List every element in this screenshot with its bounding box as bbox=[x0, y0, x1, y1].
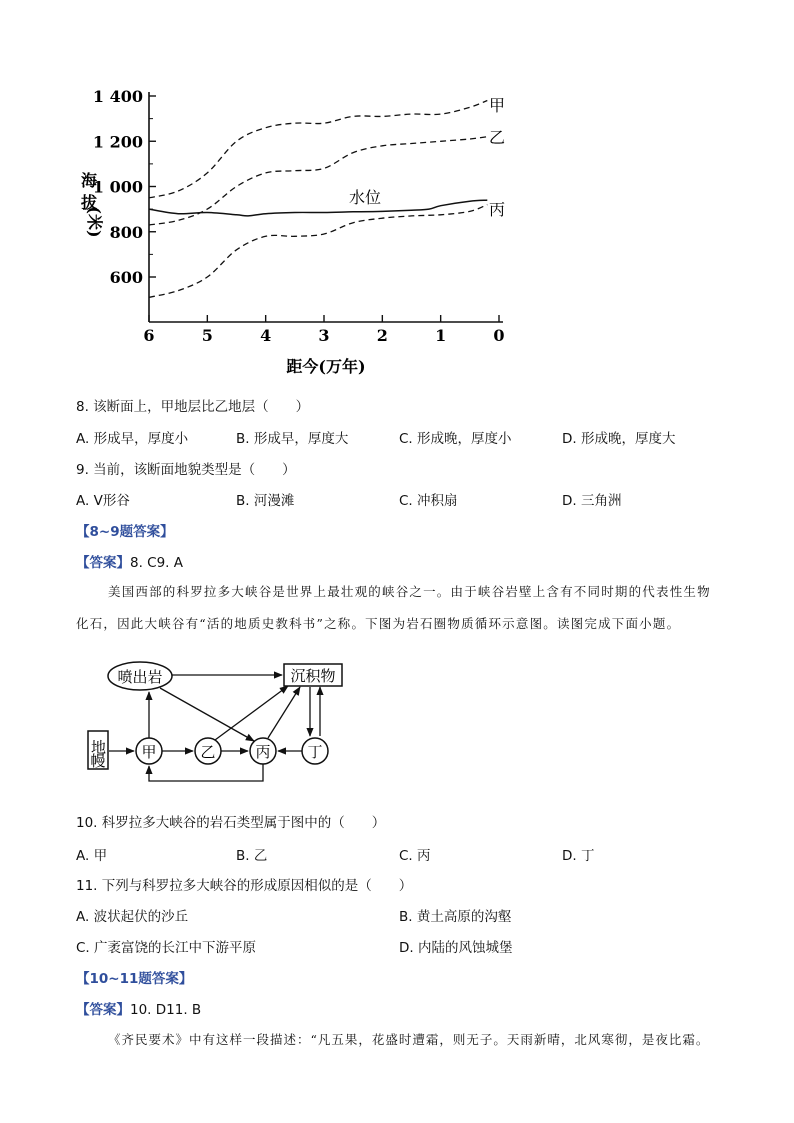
answer-10-11-heading: 【10~11题答案】 bbox=[76, 971, 193, 987]
label-mantle: 地 bbox=[89, 739, 107, 755]
y-tick-label: 1 200 bbox=[92, 132, 143, 152]
label-bing: 丙 bbox=[255, 743, 271, 761]
x-tick-label: 3 bbox=[318, 326, 330, 345]
label-sediment: 沉积物 bbox=[290, 667, 336, 685]
q8-option-a[interactable]: A. 形成早，厚度小 bbox=[76, 431, 189, 447]
x-tick-label: 0 bbox=[493, 326, 505, 345]
y-axis-label: 海拔 bbox=[80, 171, 98, 212]
y-axis-label-unit: (米) bbox=[85, 206, 104, 238]
question-10-stem: 10. 科罗拉多大峡谷的岩石类型属于图中的（ ） bbox=[76, 815, 386, 831]
q11-option-b[interactable]: B. 黄土高原的沟壑 bbox=[399, 909, 512, 925]
q9-option-d[interactable]: D. 三角洲 bbox=[562, 493, 622, 509]
x-tick-label: 5 bbox=[201, 326, 213, 345]
y-tick-label: 1 400 bbox=[92, 87, 143, 106]
label-ding: 丁 bbox=[307, 743, 323, 761]
cycle-arrows bbox=[109, 675, 323, 781]
label-yi: 乙 bbox=[200, 743, 216, 761]
q11-option-d[interactable]: D. 内陆的风蚀城堡 bbox=[399, 940, 513, 956]
x-tick-label: 2 bbox=[376, 326, 388, 345]
label-jia: 甲 bbox=[141, 743, 157, 761]
series-label: 丙 bbox=[488, 200, 506, 219]
label-extrusive-rock: 喷出岩 bbox=[117, 668, 163, 686]
x-tick-label: 6 bbox=[143, 326, 155, 345]
passage-1-line-2: 化石，因此大峡谷有“活的地质史教科书”之称。下图为岩石圈物质循环示意图。读图完成下面小题。 bbox=[76, 616, 681, 631]
x-axis-label: 距今(万年) bbox=[286, 357, 366, 376]
q10-option-a[interactable]: A. 甲 bbox=[76, 848, 108, 864]
question-11-stem: 11. 下列与科罗拉多大峡谷的形成原因相似的是（ ） bbox=[76, 878, 413, 894]
chart-series bbox=[149, 101, 487, 298]
rock-cycle-diagram bbox=[0, 650, 794, 790]
q9-option-a[interactable]: A. V形谷 bbox=[76, 493, 130, 509]
series-label: 乙 bbox=[488, 128, 506, 147]
answer-tag: 【答案】 bbox=[76, 1002, 130, 1018]
label-mantle-2: 幔 bbox=[90, 752, 106, 770]
arrow-bing-to-sediment bbox=[268, 687, 300, 738]
q11-option-c[interactable]: C. 广袤富饶的长江中下游平原 bbox=[76, 940, 257, 956]
x-tick-label: 4 bbox=[260, 326, 272, 345]
arrow-yi-to-sediment bbox=[215, 686, 288, 740]
q9-option-c[interactable]: C. 冲积扇 bbox=[399, 493, 458, 509]
question-9-stem: 9. 当前，该断面地貌类型是（ ） bbox=[76, 462, 296, 478]
arrow-extrusive-to-bing bbox=[160, 688, 254, 741]
q8-option-c[interactable]: C. 形成晚，厚度小 bbox=[399, 431, 512, 447]
x-tick-label: 1 bbox=[435, 326, 447, 345]
y-tick-label: 800 bbox=[109, 222, 143, 242]
series-label: 水位 bbox=[348, 188, 382, 207]
series-line-stratum bbox=[149, 205, 487, 298]
series-line-stratum bbox=[149, 101, 487, 198]
answer-value: 8. C9. A bbox=[130, 555, 184, 571]
series-line-stratum bbox=[149, 137, 487, 225]
q11-option-a[interactable]: A. 波状起伏的沙丘 bbox=[76, 909, 189, 925]
chart-ticks bbox=[93, 87, 505, 345]
q8-option-d[interactable]: D. 形成晚，厚度大 bbox=[562, 431, 676, 447]
answer-10-11 bbox=[76, 998, 201, 1018]
q10-option-c[interactable]: C. 丙 bbox=[399, 848, 431, 864]
arrow-bing-to-jia bbox=[149, 764, 263, 781]
passage-1-line-1: 美国西部的科罗拉多大峡谷是世界上最壮观的峡谷之一。由于峡谷岩壁上含有不同时期的代表性生物 bbox=[108, 584, 711, 599]
series-label: 甲 bbox=[488, 96, 506, 115]
q9-option-b[interactable]: B. 河漫滩 bbox=[236, 493, 295, 509]
answer-tag: 【答案】 bbox=[76, 555, 130, 571]
answer-value: 10. D11. B bbox=[130, 1002, 202, 1018]
answer-8-9 bbox=[76, 551, 183, 571]
elevation-chart bbox=[0, 0, 794, 390]
y-tick-label: 1 000 bbox=[92, 177, 143, 197]
q8-option-b[interactable]: B. 形成早，厚度大 bbox=[236, 431, 349, 447]
y-tick-label: 600 bbox=[109, 268, 143, 287]
answer-8-9-heading: 【8~9题答案】 bbox=[76, 524, 174, 540]
q10-option-b[interactable]: B. 乙 bbox=[236, 848, 268, 864]
passage-2-line-1: 《齐民要术》中有这样一段描述：“凡五果，花盛时遭霜，则无子。天雨新晴，北风寒彻，是夜比霜。 bbox=[108, 1032, 710, 1047]
chart-axes bbox=[149, 92, 506, 322]
question-8-stem: 8. 该断面上，甲地层比乙地层（ ） bbox=[76, 399, 310, 415]
q10-option-d[interactable]: D. 丁 bbox=[562, 848, 595, 864]
